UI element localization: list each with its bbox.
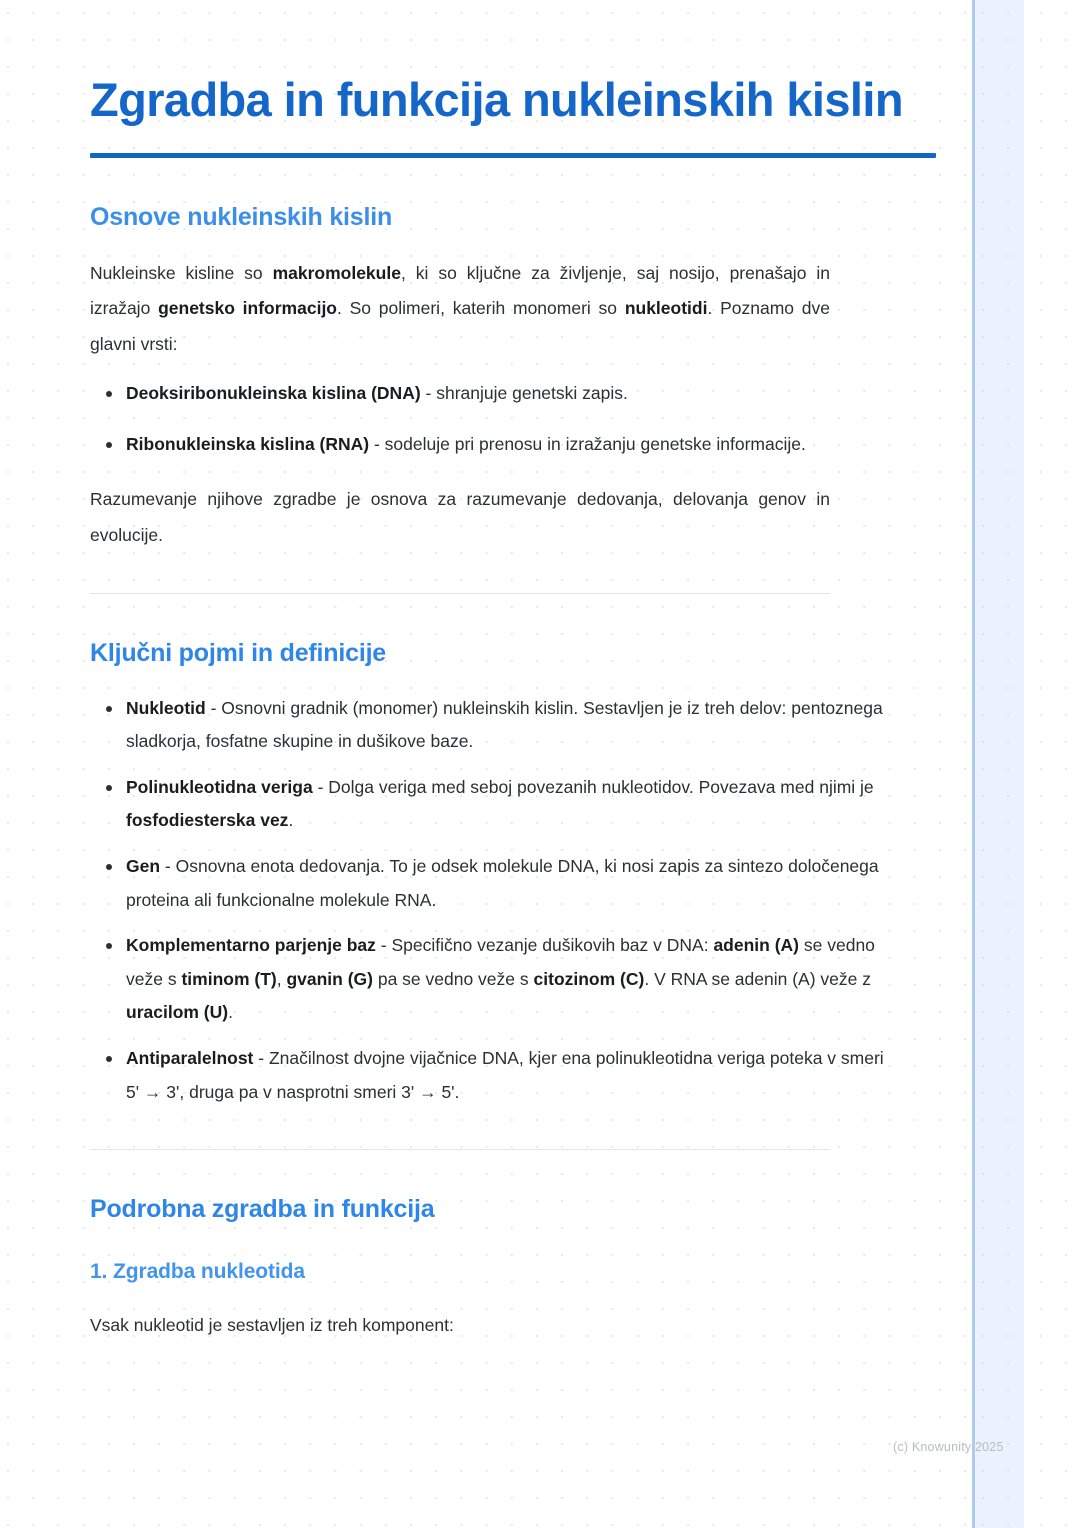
list-item <box>126 377 886 411</box>
bold-run: genetsko informacijo <box>158 298 337 319</box>
page-title: Zgradba in funkcija nukleinskih kislin <box>90 73 903 126</box>
bold-run: Antiparalelnost <box>126 1047 254 1068</box>
bold-run: Deoksiribonukleinska kislina (DNA) <box>126 382 421 403</box>
bold-run: citozinom (C) <box>533 968 645 989</box>
text-run: - Značilnost dvojne vijačnice DNA, kjer ena polinukleotidna veriga poteka v smeri 5' → 3', druga pa v nasprotni smeri 3' → 5'. <box>126 1047 884 1102</box>
section-divider-2 <box>90 1149 830 1150</box>
list-item <box>126 771 886 838</box>
bold-run: Gen <box>126 855 161 876</box>
text-run: - Osnovni gradnik (monomer) nukleinskih kislin. Sestavljen je iz treh delov: pentoznega sladkorja, fosfatne skupine in dušikove baze. <box>126 697 883 752</box>
list-key-terms <box>90 692 886 1110</box>
bold-run: makromolekule <box>272 262 401 283</box>
bold-run: timinom (T) <box>181 968 277 989</box>
section-divider-1 <box>90 593 830 594</box>
bold-run: Ribonukleinska kislina (RNA) <box>126 434 370 455</box>
list-item <box>126 428 886 462</box>
text-run: - sodeluje pri prenosu in izražanju genetske informacije. <box>369 434 806 455</box>
text-run: . So polimeri, katerih monomeri so <box>337 298 625 319</box>
text-run: - Specifično vezanje dušikovih baz v DNA: <box>375 935 714 956</box>
text-run: , ki so ključne za življenje, saj nosijo, prenašajo in izražajo <box>90 262 830 319</box>
title-underline-rule <box>90 153 936 158</box>
list-nucleic-acid-types <box>90 377 886 462</box>
section-heading-podrobna-zgradba: Podrobna zgradba in funkcija <box>90 1195 435 1224</box>
paragraph-closing <box>90 1308 830 1344</box>
section-heading-osnove: Osnove nukleinskih kislin <box>90 203 393 232</box>
copyright-watermark: (c) Knowunity 2025 <box>893 1440 1004 1454</box>
text-run: - Dolga veriga med seboj povezanih nukleotidov. Povezava med njimi je <box>312 776 874 797</box>
text-run: . Poznamo dve glavni vrsti: <box>90 298 830 355</box>
text-run: - shranjuje genetski zapis. <box>420 382 628 403</box>
bold-run: nukleotidi <box>624 298 708 319</box>
bold-run: uracilom (U) <box>126 1002 229 1023</box>
paragraph-outro <box>90 482 830 553</box>
list-item <box>126 929 886 1030</box>
bold-run: adenin (A) <box>713 935 800 956</box>
text-run: se vedno veže s <box>126 935 875 989</box>
text-run: Vsak nukleotid je sestavljen iz treh komponent: <box>90 1314 454 1335</box>
subsection-heading-zgradba-nukleotida: 1. Zgradba nukleotida <box>90 1260 305 1284</box>
text-run: . <box>228 1002 233 1023</box>
list-item <box>126 692 886 759</box>
section-heading-kljucni-pojmi: Ključni pojmi in definicije <box>90 639 387 668</box>
text-run: . V RNA se adenin (A) veže z <box>644 968 871 989</box>
bold-run: fosfodiesterska vez <box>126 810 289 831</box>
text-run: , <box>276 968 287 989</box>
text-run: - Osnovna enota dedovanja. To je odsek molekule DNA, ki nosi zapis za sintezo določenega proteina ali funkcionalne molekule RNA. <box>126 855 879 910</box>
list-item <box>126 1042 886 1109</box>
paragraph-intro <box>90 256 830 363</box>
bold-run: gvanin (G) <box>286 968 373 989</box>
bold-run: Komplementarno parjenje baz <box>126 935 376 956</box>
bold-run: Nukleotid <box>126 697 206 718</box>
text-run: pa se vedno veže s <box>372 968 534 989</box>
text-run: Razumevanje njihove zgradbe je osnova za razumevanje dedovanja, delovanja genov in evolucije. <box>90 488 830 545</box>
list-item <box>126 850 886 917</box>
text-run: . <box>288 810 294 831</box>
bold-run: Polinukleotidna veriga <box>126 776 313 797</box>
text-run: Nukleinske kisline so <box>90 262 273 283</box>
